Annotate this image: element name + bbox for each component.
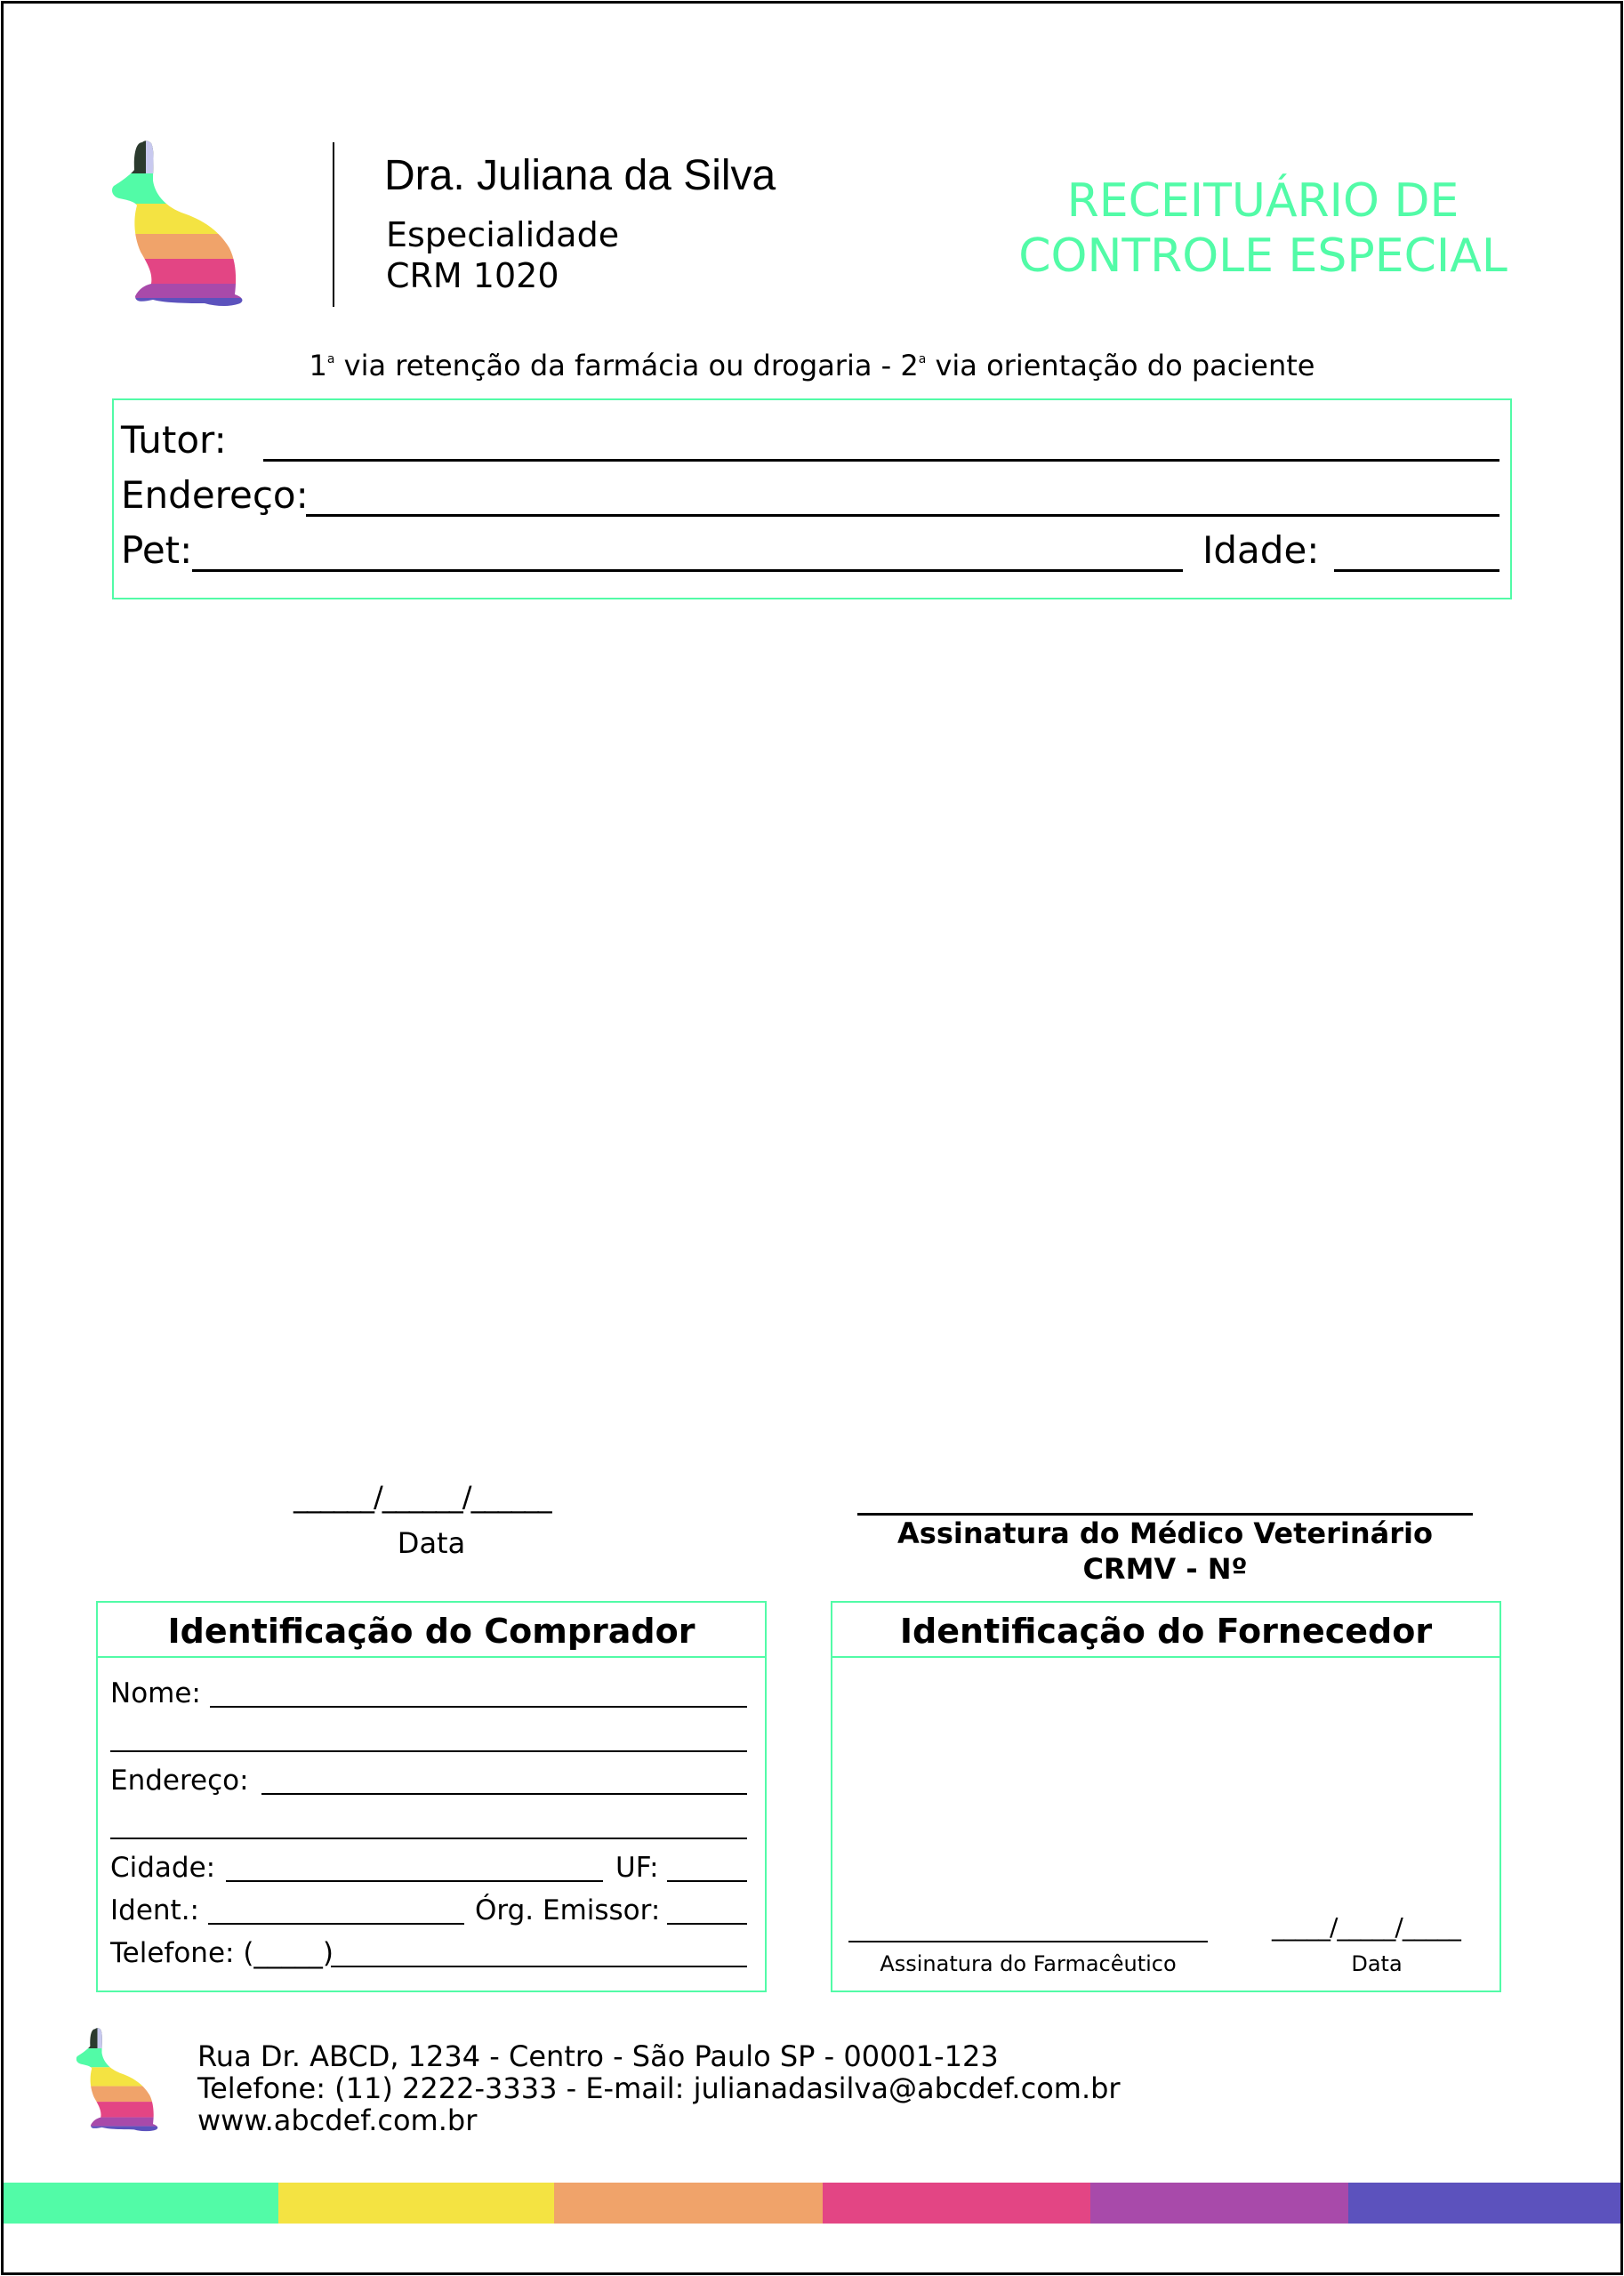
buyer-address-field[interactable] [261, 1793, 747, 1795]
buyer-ident-label: Ident.: [110, 1894, 199, 1926]
address-label: Endereço: [121, 473, 309, 517]
prescription-date-line[interactable]: ______/______/______ [293, 1480, 551, 1514]
footer-website: www.abcdef.com.br [197, 2103, 478, 2137]
stripe-green [4, 2183, 278, 2224]
buyer-city-field[interactable] [226, 1880, 603, 1882]
age-field[interactable] [1334, 569, 1499, 572]
buyer-uf-label: UF: [615, 1852, 659, 1884]
footer-color-bar [4, 2183, 1620, 2224]
vet-signature-label [800, 1516, 1530, 1587]
address-field[interactable] [306, 514, 1499, 517]
crmv-label: CRMV - Nº [1082, 1552, 1248, 1586]
stripe-purple [1090, 2183, 1348, 2224]
buyer-name-field-2[interactable] [110, 1750, 747, 1752]
age-label: Idade: [1202, 528, 1320, 572]
stripe-orange [554, 2183, 823, 2224]
buyer-identification-box [96, 1601, 767, 1992]
supplier-date-label: Data [1351, 1951, 1403, 1976]
document-title-line2: CONTROLE ESPECIAL [1018, 229, 1507, 283]
document-title-line1: RECEITUÁRIO DE [1066, 174, 1459, 228]
buyer-address-field-2[interactable] [110, 1838, 747, 1839]
prescription-date-label: Data [397, 1526, 466, 1560]
doctor-name: Dra. Juliana da Silva [384, 152, 776, 199]
buyer-uf-field[interactable] [667, 1880, 747, 1882]
buyer-name-label: Nome: [110, 1677, 201, 1709]
buyer-box-title: Identificação do Comprador [98, 1603, 765, 1658]
footer-phone-email: Telefone: (11) 2222-3333 - E-mail: julianadasilva@abcdef.com.br [197, 2071, 1121, 2105]
buyer-phone-field[interactable] [331, 1966, 747, 1967]
pharmacist-signature-label: Assinatura do Farmacêutico [880, 1951, 1177, 1976]
buyer-ident-field[interactable] [208, 1923, 464, 1925]
buyer-city-label: Cidade: [110, 1852, 216, 1884]
patient-info-box [112, 398, 1512, 599]
stripe-yellow [278, 2183, 554, 2224]
pet-field[interactable] [192, 569, 1183, 572]
tutor-field[interactable] [263, 459, 1499, 462]
buyer-issuer-field[interactable] [667, 1923, 747, 1925]
document-title [996, 173, 1530, 284]
buyer-address-label: Endereço: [110, 1765, 249, 1797]
rabbit-footer-logo-icon [73, 2026, 162, 2135]
header-divider [333, 142, 334, 307]
supplier-date-line[interactable]: _____/_____/_____ [1272, 1912, 1460, 1942]
buyer-name-field[interactable] [210, 1706, 747, 1708]
copy-routing-note: 1$^a$ via retenção da farmácia ou drogaria - 2$^a$ via orientação do paciente [309, 349, 1315, 382]
buyer-issuer-label: Órg. Emissor: [475, 1894, 661, 1926]
doctor-specialty: Especialidade [386, 215, 620, 254]
footer-address: Rua Dr. ABCD, 1234 - Centro - São Paulo SP - 00001-123 [197, 2039, 999, 2073]
pharmacist-signature-line[interactable] [848, 1941, 1208, 1942]
vet-signature-title: Assinatura do Médico Veterinário [897, 1516, 1433, 1550]
supplier-box-title: Identificação do Fornecedor [832, 1603, 1499, 1658]
footer-contact [197, 2040, 1121, 2136]
supplier-identification-box [831, 1601, 1501, 1992]
buyer-phone-label: Telefone: (_____) [110, 1937, 334, 1969]
tutor-label: Tutor: [121, 418, 227, 462]
pet-label: Pet: [121, 528, 193, 572]
stripe-pink [823, 2183, 1090, 2224]
rabbit-logo-icon [107, 138, 249, 311]
stripe-indigo [1348, 2183, 1620, 2224]
doctor-crm: CRM 1020 [386, 256, 559, 295]
